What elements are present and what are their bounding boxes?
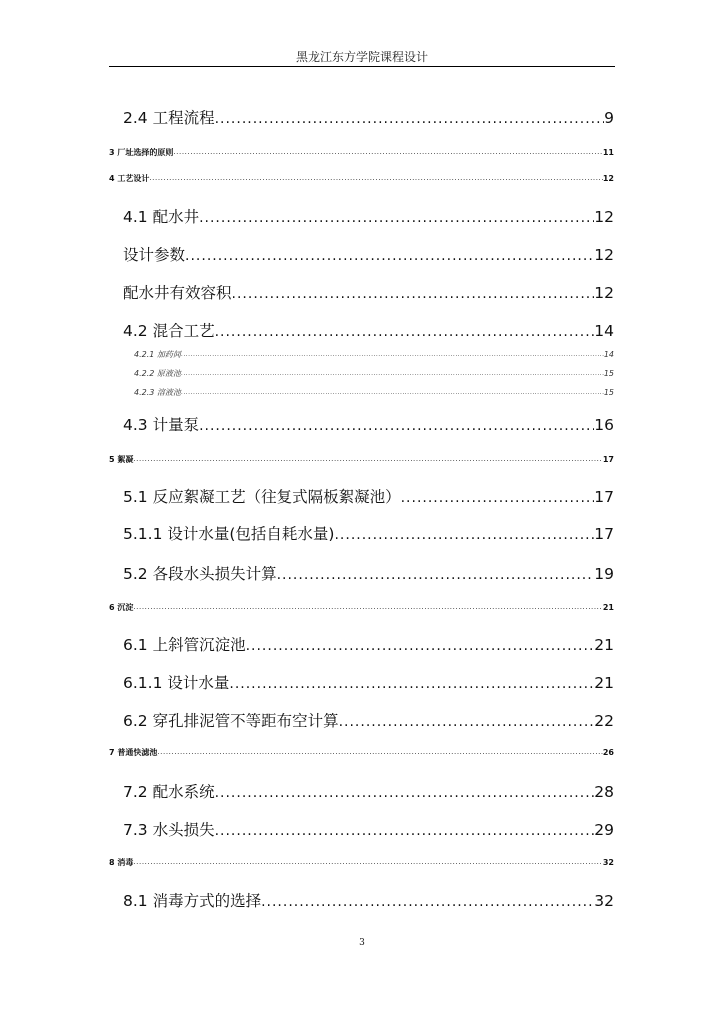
toc-entry-title: 5 絮凝: [109, 455, 134, 464]
toc-entry-well-volume[interactable]: [123, 279, 614, 303]
toc-entry-4-2-1[interactable]: [134, 348, 614, 360]
toc-entry-title: 4 工艺设计: [109, 174, 150, 183]
dot-leader: [215, 785, 595, 802]
dot-leader: [181, 388, 604, 398]
toc-entry-title: 8 消毒: [109, 858, 134, 867]
toc-entry-5-1[interactable]: [123, 483, 614, 507]
toc-entry-page: 17: [594, 488, 614, 506]
toc-entry-4-2[interactable]: [123, 317, 614, 341]
toc-entry-7-2[interactable]: [123, 778, 614, 802]
dot-leader: [181, 350, 604, 360]
toc-entry-page: 32: [594, 892, 614, 910]
toc-entry-title: 6.1.1 设计水量: [123, 674, 230, 692]
toc-entry-design-params[interactable]: [123, 241, 614, 265]
toc-entry-2-4[interactable]: [123, 104, 614, 128]
toc-entry-title: 4.2.3 溶液池: [134, 388, 181, 397]
toc-entry-4-3[interactable]: [123, 411, 614, 435]
toc-entry-title: 8.1 消毒方式的选择: [123, 892, 262, 910]
toc-entry-title: 7.2 配水系统: [123, 783, 215, 801]
toc-entry-page: 22: [594, 712, 614, 730]
toc-entry-page: 17: [594, 525, 614, 543]
toc-entry-title: 6 沉淀: [109, 603, 134, 612]
toc-entry-page: 29: [594, 821, 614, 839]
toc-entry-page: 21: [594, 674, 614, 692]
toc-entry-title: 5.2 各段水头损失计算: [123, 565, 277, 583]
dot-leader: [215, 111, 605, 128]
toc-entry-page: 15: [603, 369, 614, 378]
toc-entry-page: 12: [594, 284, 614, 302]
toc-entry-6-2[interactable]: [123, 707, 614, 731]
dot-leader: [215, 324, 595, 341]
toc-entry-page: 21: [594, 636, 614, 654]
toc-entry-7[interactable]: [109, 744, 614, 758]
toc-entry-page: 16: [594, 416, 614, 434]
dot-leader: [334, 527, 594, 544]
toc-entry-4-2-3[interactable]: [134, 386, 614, 398]
toc-entry-page: 11: [602, 148, 614, 157]
toc-entry-title: 配水井有效容积: [123, 284, 232, 302]
toc-entry-6[interactable]: [109, 599, 614, 613]
toc-entry-page: 12: [602, 174, 614, 183]
toc-entry-page: 32: [602, 858, 614, 867]
toc-entry-page: 15: [603, 388, 614, 397]
dot-leader: [133, 602, 603, 613]
dot-leader: [157, 747, 603, 758]
toc-entry-title: 5.1.1 设计水量(包括自耗水量): [123, 525, 335, 543]
toc-entry-title: 7.3 水头损失: [123, 821, 215, 839]
toc-entry-8[interactable]: [109, 854, 614, 868]
dot-leader: [277, 567, 595, 584]
toc-entry-page: 14: [594, 322, 614, 340]
dot-leader: [149, 173, 603, 184]
dot-leader: [199, 210, 594, 227]
toc-entry-page: 17: [602, 455, 614, 464]
dot-leader: [261, 894, 594, 911]
toc-entry-page: 26: [602, 748, 614, 757]
toc-entry-7-3[interactable]: [123, 816, 614, 840]
toc-entry-title: 7 普通快滤池: [109, 748, 158, 757]
toc-entry-title: 6.1 上斜管沉淀池: [123, 636, 246, 654]
toc-entry-3[interactable]: [109, 144, 614, 158]
toc-entry-6-1[interactable]: [123, 631, 614, 655]
toc-entry-title: 2.4 工程流程: [123, 109, 215, 127]
toc-entry-title: 6.2 穿孔排泥管不等距布空计算: [123, 712, 339, 730]
toc-entry-title: 3 厂址选择的原则: [109, 148, 174, 157]
toc-entry-title: 4.1 配水井: [123, 208, 200, 226]
toc-entry-5[interactable]: [109, 451, 614, 465]
toc-entry-title: 4.2.2 原液池: [134, 369, 181, 378]
dot-leader: [185, 248, 594, 265]
toc-entry-title: 4.3 计量泵: [123, 416, 200, 434]
toc-entry-page: 9: [604, 109, 614, 127]
toc-entry-6-1-1[interactable]: [123, 669, 614, 693]
dot-leader: [199, 418, 594, 435]
dot-leader: [133, 857, 603, 868]
dot-leader: [339, 714, 595, 731]
dot-leader: [229, 676, 594, 693]
dot-leader: [173, 147, 603, 158]
toc-entry-page: 14: [603, 350, 614, 359]
toc-entry-page: 19: [594, 565, 614, 583]
toc-entry-4-1[interactable]: [123, 203, 614, 227]
toc-entry-8-1[interactable]: [123, 887, 614, 911]
page-number: 3: [359, 938, 365, 948]
toc-entry-5-2[interactable]: [123, 560, 614, 584]
toc-entry-4-2-2[interactable]: [134, 367, 614, 379]
dot-leader: [246, 638, 595, 655]
dot-leader: [401, 490, 595, 507]
toc-entry-page: 28: [594, 783, 614, 801]
toc-entry-title: 4.2.1 加药间: [134, 350, 181, 359]
toc-entry-title: 5.1 反应絮凝工艺（往复式隔板絮凝池）: [123, 488, 401, 506]
toc-entry-page: 12: [594, 246, 614, 264]
dot-leader: [181, 369, 604, 379]
dot-leader: [232, 286, 595, 303]
dot-leader: [133, 454, 603, 465]
toc-entry-4[interactable]: [109, 170, 614, 184]
running-header: 黑龙江东方学院课程设计: [295, 50, 428, 64]
toc-entry-page: 12: [594, 208, 614, 226]
toc-entry-title: 设计参数: [123, 246, 186, 264]
toc-entry-5-1-1[interactable]: [123, 520, 614, 544]
toc-entry-page: 21: [602, 603, 614, 612]
toc-entry-title: 4.2 混合工艺: [123, 322, 215, 340]
dot-leader: [215, 823, 595, 840]
